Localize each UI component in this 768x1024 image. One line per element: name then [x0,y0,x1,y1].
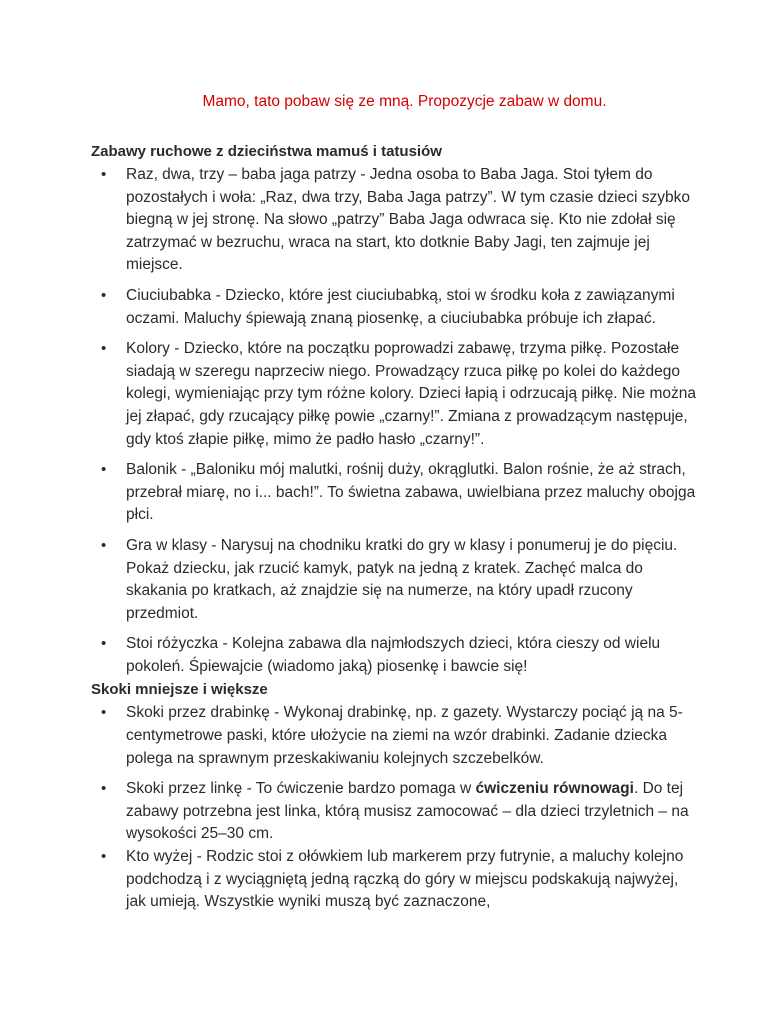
section-heading-zabawy-ruchowe: Zabawy ruchowe z dzieciństwa mamuś i tatusiów [91,143,442,160]
list-item-text-end: . Do tej zabawy potrzebna jest linka, którą musisz zamocować – dla dzieci trzyletnich – na wysokości 25–30 cm. [126,780,689,843]
bullet-icon: • [101,286,107,304]
bullet-icon: • [101,536,107,554]
section-heading-skoki: Skoki mniejsze i większe [91,681,268,699]
list-item [91,778,698,846]
list-item-bold-phrase: ćwiczeniu równowagi [475,780,634,798]
bullet-icon: • [101,848,107,866]
list-item-text: Balonik - „Baloniku mój malutki, rośnij duży, okrąglutki. Balon rośnie, że aż strach, przebrał miarę, no i... bach!”. To świetna zabawa, uwielbiana przez maluchy obojga płci. [126,461,696,524]
bullet-icon: • [101,461,107,479]
list-item [91,846,698,914]
list-item-text: Ciuciubabka - Dziecko, które jest ciuciubabką, stoi w środku koła z zawiązanymi oczami. Maluchy śpiewają znaną piosenkę, a ciuciubabka próbuje ich złapać. [126,286,675,327]
document-title: Mamo, tato pobaw się ze mną. Propozycje zabaw w domu. [202,93,607,110]
list-item-text: Stoi różyczka - Kolejna zabawa dla najmłodszych dzieci, która cieszy od wielu pokoleń. Śpiewajcie (wiadomo jaką) piosenkę i bawcie się! [126,635,661,675]
list-item [91,164,698,277]
list-item [91,535,698,625]
bullet-icon: • [101,635,107,653]
list-item [91,702,698,770]
list-item [91,633,698,678]
list-item-text: Kolory - Dziecko, które na początku poprowadzi zabawę, trzyma piłkę. Pozostałe siadają w szeregu naprzeciw niego. Prowadzący rzuca piłkę po kolei do każdego kolegi, wymieniając przy tym różne kolory. Dzieci łapią i odrzucają piłkę. Nie można jej złapać, gdy rzucający piłkę powie „czarny!”. Zmiana z prowadzącym następuje, gdy ktoś złapie piłkę, mimo że padło hasło „czarny!”. [126,340,696,448]
bullet-icon: • [101,166,107,183]
list-item-text-start: Skoki przez linkę - To ćwiczenie bardzo pomaga w [126,780,476,798]
list-item-text: Raz, dwa, trzy – baba jaga patrzy - Jedna osoba to Baba Jaga. Stoi tyłem do pozostałych i woła: „Raz, dwa trzy, Baba Jaga patrzy”. W tym czasie dzieci szybko biegną w jej stronę. Na słowo „patrzy” Baba Jaga odwraca się. Kto nie zdołał się zatrzymać w bezruchu, wraca na start, kto dotknie Baby Jagi, ten zajmuje jej miejsce. [126,166,690,274]
game-list-skoki [91,702,698,913]
bullet-icon: • [101,780,107,798]
list-item-text: Kto wyżej - Rodzic stoi z ołówkiem lub markerem przy futrynie, a maluchy kolejno podchodzą i z wyciągniętą jedną rączką do góry w miejscu podskakują najwyżej, jak umieją. Wszystkie wyniki muszą być zaznaczone, [126,848,684,911]
game-list-zabawy-ruchowe [91,164,698,678]
list-item-text [126,780,689,842]
list-item-text: Skoki przez drabinkę - Wykonaj drabinkę, np. z gazety. Wystarczy pociąć ją na 5-centymetrowe paski, które ułożycie na ziemi na wzór drabinki. Zadanie dziecka polega na sprawnym przeskakiwaniu kolejnych szczebelków. [126,704,683,767]
list-item-text: Gra w klasy - Narysuj na chodniku kratki do gry w klasy i ponumeruj je do pięciu. Pokaż dziecku, jak rzucić kamyk, patyk na jedną z kratek. Zachęć malca do skakania po kratkach, aż znajdzie się na numerze, na który upadł rzucony przedmiot. [126,536,678,622]
list-item [91,459,698,527]
bullet-icon: • [101,340,107,358]
bullet-icon: • [101,704,107,722]
list-item [91,338,698,451]
list-item [91,285,698,330]
